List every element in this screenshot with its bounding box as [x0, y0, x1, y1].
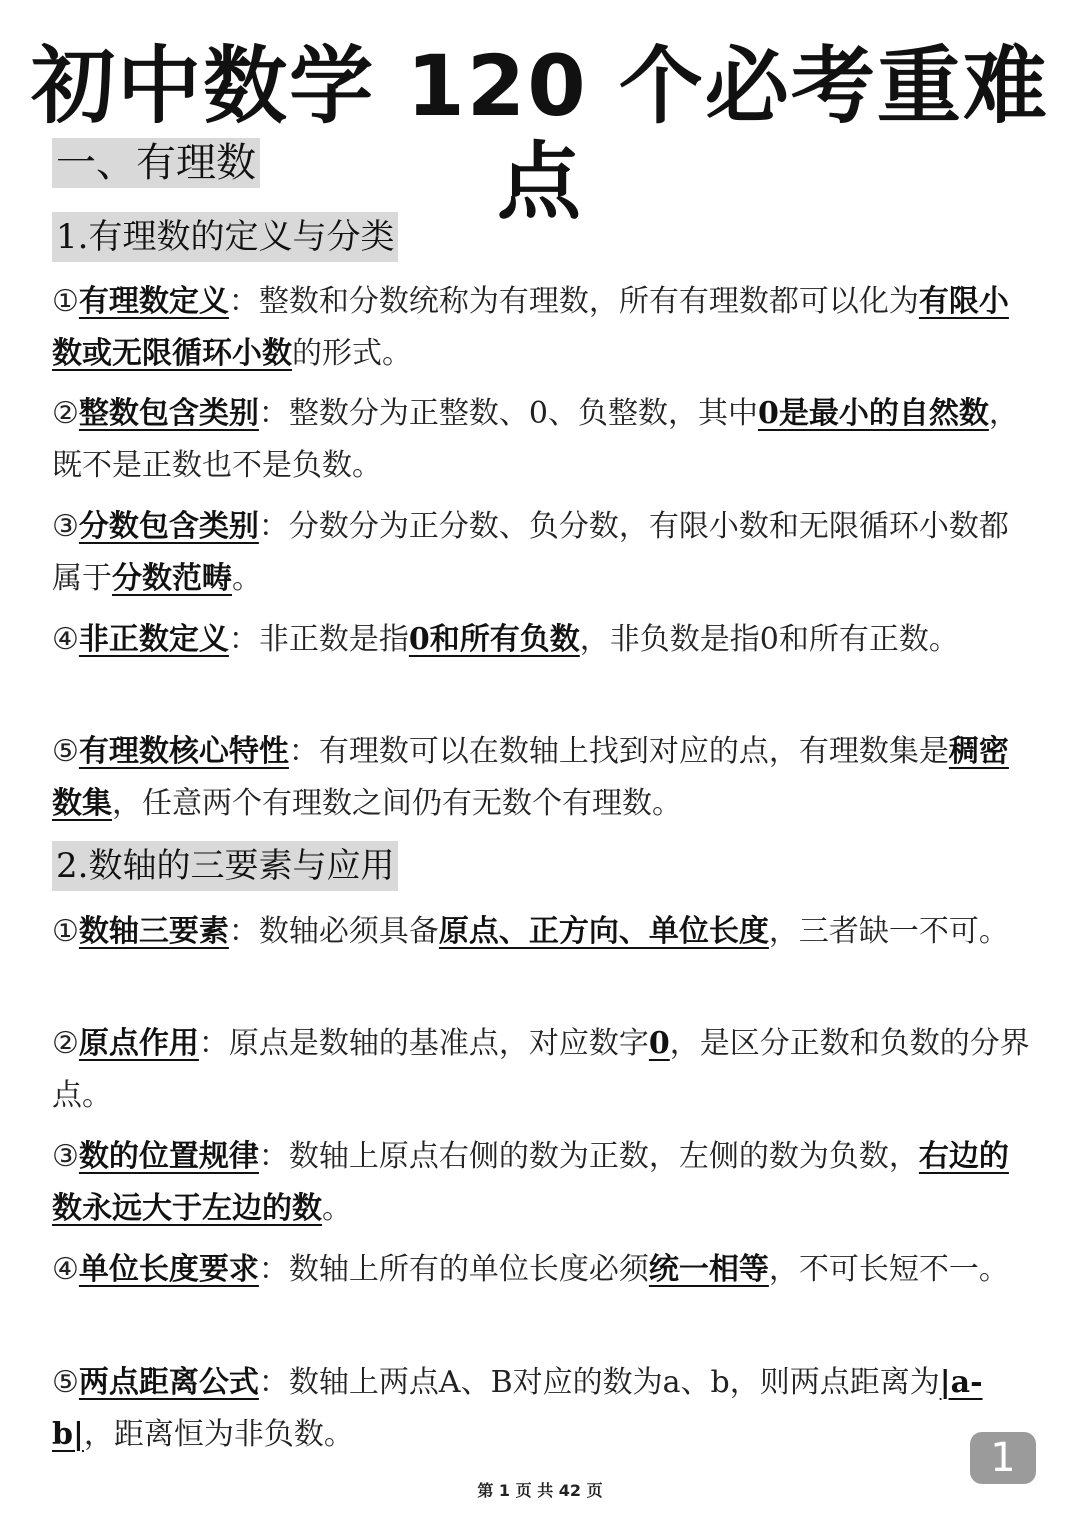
list-item: ④非正数定义：非正数是指0和所有负数，非负数是指0和所有正数。 — [52, 622, 959, 657]
subsection-heading-1: 1.有理数的定义与分类 — [52, 212, 398, 262]
list-item: ①数轴三要素：数轴必须具备原点、正方向、单位长度，三者缺一不可。 — [52, 914, 1009, 949]
item-key: 有理数核心特性 — [78, 734, 289, 769]
item-emphasis: 0 — [648, 1026, 670, 1061]
list-item: ③数的位置规律：数轴上原点右侧的数为正数，左侧的数为负数，右边的数永远大于左边的数。 — [52, 1139, 1009, 1226]
item-key: 两点距离公式 — [78, 1365, 259, 1400]
item-key: 有理数定义 — [78, 284, 229, 319]
item-key: 非正数定义 — [78, 622, 229, 657]
item-emphasis: |a-b| — [52, 1365, 983, 1452]
item-key: 单位长度要求 — [78, 1252, 259, 1287]
item-emphasis: 统一相等 — [648, 1252, 769, 1287]
item-emphasis: 稠密数集 — [52, 734, 1009, 821]
list-item: ⑤两点距离公式：数轴上两点A、B对应的数为a、b，则两点距离为|a-b|，距离恒为非负数。 — [52, 1365, 983, 1452]
list-item: ④单位长度要求：数轴上所有的单位长度必须统一相等，不可长短不一。 — [52, 1252, 1009, 1287]
item-emphasis: 原点、正方向、单位长度 — [438, 914, 769, 949]
item-key: 数轴三要素 — [78, 914, 229, 949]
list-item: ①有理数定义：整数和分数统称为有理数，所有有理数都可以化为有限小数或无限循环小数的形式。 — [52, 284, 1009, 371]
item-emphasis: 0是最小的自然数 — [758, 396, 989, 431]
page-title: 初中数学 120 个必考重难点 — [31, 37, 1049, 231]
list-item: ②整数包含类别：整数分为正整数、0、负整数，其中0是最小的自然数，既不是正数也不是负数。 — [52, 396, 1019, 483]
item-emphasis: 右边的数永远大于左边的数 — [52, 1139, 1009, 1226]
item-key: 分数包含类别 — [78, 509, 259, 544]
subsection-heading-2: 2.数轴的三要素与应用 — [52, 841, 398, 891]
item-emphasis: 0和所有负数 — [408, 622, 580, 657]
page-number-badge: 1 — [970, 1432, 1036, 1484]
item-key: 原点作用 — [78, 1026, 199, 1061]
list-item: ②原点作用：原点是数轴的基准点，对应数字0，是区分正数和负数的分界点。 — [52, 1026, 1030, 1113]
item-emphasis: 有限小数或无限循环小数 — [52, 284, 1009, 371]
item-key: 数的位置规律 — [78, 1139, 259, 1174]
page-footer: 第 1 页 共 42 页 — [477, 1481, 603, 1500]
item-emphasis: 分数范畴 — [112, 561, 232, 596]
section-heading: 一、有理数 — [52, 138, 260, 188]
item-key: 整数包含类别 — [78, 396, 259, 431]
list-item: ⑤有理数核心特性：有理数可以在数轴上找到对应的点，有理数集是稠密数集，任意两个有理数之间仍有无数个有理数。 — [52, 734, 1009, 821]
list-item: ③分数包含类别：分数分为正分数、负分数，有限小数和无限循环小数都属于分数范畴。 — [52, 509, 1009, 596]
